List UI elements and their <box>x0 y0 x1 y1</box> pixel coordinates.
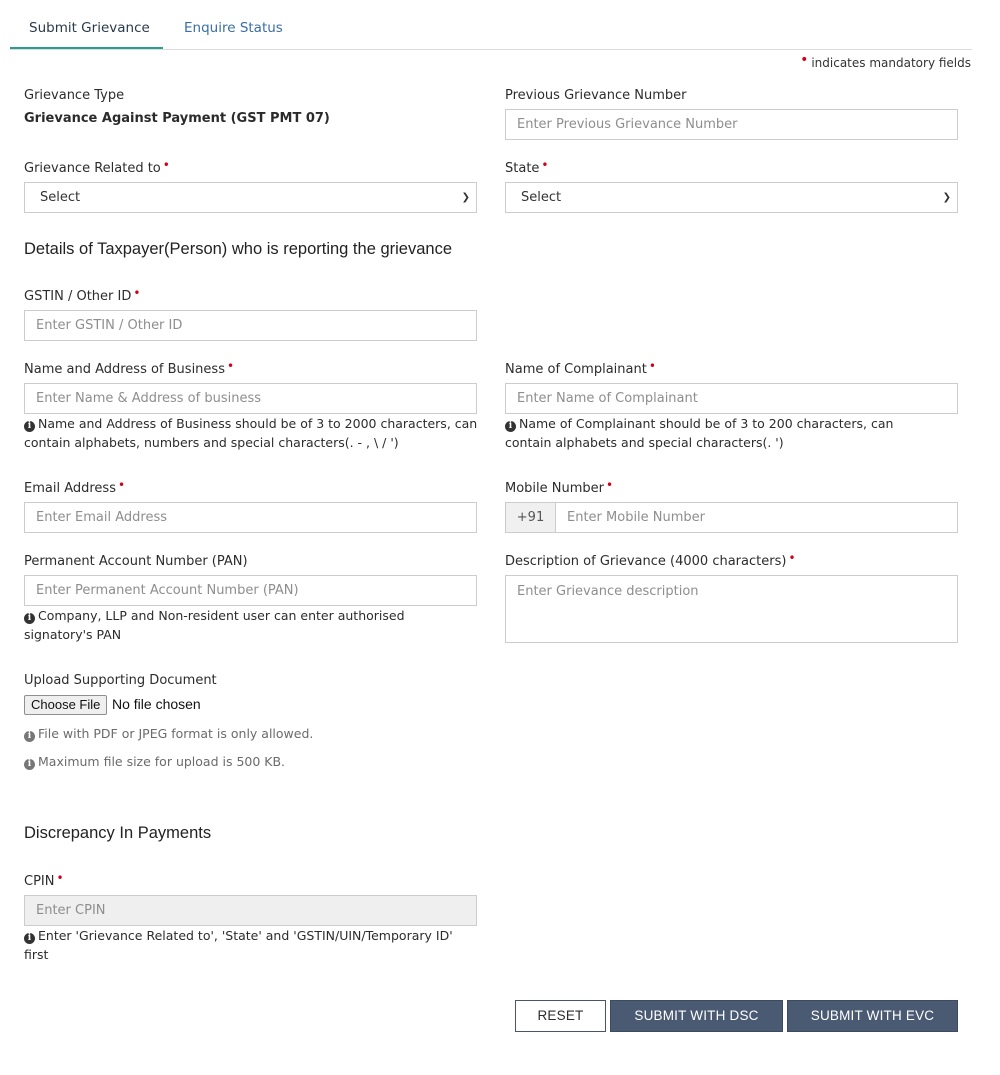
required-dot-icon: • <box>648 359 656 373</box>
state-label-text: State <box>505 161 540 176</box>
file-status: No file chosen <box>112 696 201 712</box>
cpin-label-text: CPIN <box>24 874 55 889</box>
info-circle-icon: i <box>24 421 35 432</box>
email-label-text: Email Address <box>24 481 116 496</box>
required-dot-icon: • <box>117 478 126 492</box>
grievance-type-value: Grievance Against Payment (GST PMT 07) <box>24 111 330 126</box>
tab-bar <box>10 0 972 50</box>
mobile-label <box>505 478 614 496</box>
description-textarea[interactable] <box>505 575 958 643</box>
choose-file-button[interactable]: Choose File <box>24 695 107 715</box>
state-selected: Select <box>521 190 562 205</box>
info-circle-icon: i <box>24 731 35 742</box>
previous-grievance-input[interactable] <box>505 109 958 140</box>
business-help-text: Name and Address of Business should be of 3 to 2000 characters, can contain alphabets, numbers and special characters(. - , \ / ') <box>24 416 478 450</box>
description-label-text: Description of Grievance (4000 characters) <box>505 554 787 569</box>
business-label <box>24 359 235 377</box>
business-input[interactable] <box>24 383 477 414</box>
email-input[interactable] <box>24 502 477 533</box>
reset-button[interactable]: RESET <box>515 1000 606 1032</box>
mandatory-note-text: indicates mandatory fields <box>811 56 971 70</box>
cpin-input[interactable] <box>24 895 477 926</box>
gstin-label <box>24 286 141 304</box>
mobile-country-code: +91 <box>505 502 556 533</box>
business-help <box>24 414 480 452</box>
chevron-down-icon: ❯ <box>461 192 470 203</box>
complainant-help-text: Name of Complainant should be of 3 to 200 characters, can contain alphabets and special characters(. ') <box>505 416 894 450</box>
discrepancy-section-title: Discrepancy In Payments <box>24 824 212 842</box>
submit-with-dsc-button[interactable]: SUBMIT WITH DSC <box>610 1000 783 1032</box>
pan-help <box>24 606 444 644</box>
cpin-label <box>24 871 64 889</box>
info-circle-icon: i <box>505 421 516 432</box>
gstin-label-text: GSTIN / Other ID <box>24 289 132 304</box>
info-circle-icon: i <box>24 613 35 624</box>
previous-grievance-label: Previous Grievance Number <box>505 88 687 103</box>
required-dot-icon: • <box>162 158 170 172</box>
upload-label: Upload Supporting Document <box>24 673 217 688</box>
pan-input[interactable] <box>24 575 477 606</box>
tab-enquire-status[interactable]: Enquire Status <box>184 20 283 36</box>
mobile-label-text: Mobile Number <box>505 481 604 496</box>
upload-size-help-text: Maximum file size for upload is 500 KB. <box>38 754 286 769</box>
pan-label: Permanent Account Number (PAN) <box>24 554 248 569</box>
chevron-down-icon: ❯ <box>942 192 951 203</box>
upload-size-help <box>24 752 444 771</box>
required-dot-icon: • <box>541 158 549 172</box>
required-dot-icon: • <box>133 286 141 300</box>
upload-format-help-text: File with PDF or JPEG format is only allowed. <box>38 726 314 741</box>
complainant-input[interactable] <box>505 383 958 414</box>
cpin-help-text: Enter 'Grievance Related to', 'State' and 'GSTIN/UIN/Temporary ID' first <box>24 928 453 962</box>
grievance-type-label: Grievance Type <box>24 88 125 103</box>
complainant-label <box>505 359 656 377</box>
required-dot-icon: • <box>800 52 809 68</box>
required-dot-icon: • <box>788 551 796 565</box>
mandatory-note <box>800 52 971 71</box>
state-select[interactable] <box>505 182 958 213</box>
required-dot-icon: • <box>226 359 235 373</box>
info-circle-icon: i <box>24 933 35 944</box>
required-dot-icon: • <box>606 478 614 492</box>
complainant-help <box>505 414 935 452</box>
email-label <box>24 478 126 496</box>
cpin-help <box>24 926 480 964</box>
grievance-related-select[interactable] <box>24 182 477 213</box>
business-label-text: Name and Address of Business <box>24 362 225 377</box>
grievance-related-label-text: Grievance Related to <box>24 161 161 176</box>
taxpayer-section-title: Details of Taxpayer(Person) who is reporting the grievance <box>24 240 452 258</box>
gstin-input[interactable] <box>24 310 477 341</box>
grievance-related-selected: Select <box>40 190 81 205</box>
tab-submit-grievance[interactable]: Submit Grievance <box>10 20 163 49</box>
description-label <box>505 551 796 569</box>
state-label <box>505 158 549 176</box>
mobile-input[interactable] <box>555 502 958 533</box>
required-dot-icon: • <box>56 871 64 885</box>
complainant-label-text: Name of Complainant <box>505 362 647 377</box>
upload-format-help <box>24 724 444 743</box>
info-circle-icon: i <box>24 759 35 770</box>
grievance-related-label <box>24 158 170 176</box>
submit-with-evc-button[interactable]: SUBMIT WITH EVC <box>787 1000 958 1032</box>
pan-help-text: Company, LLP and Non-resident user can enter authorised signatory's PAN <box>24 608 405 642</box>
